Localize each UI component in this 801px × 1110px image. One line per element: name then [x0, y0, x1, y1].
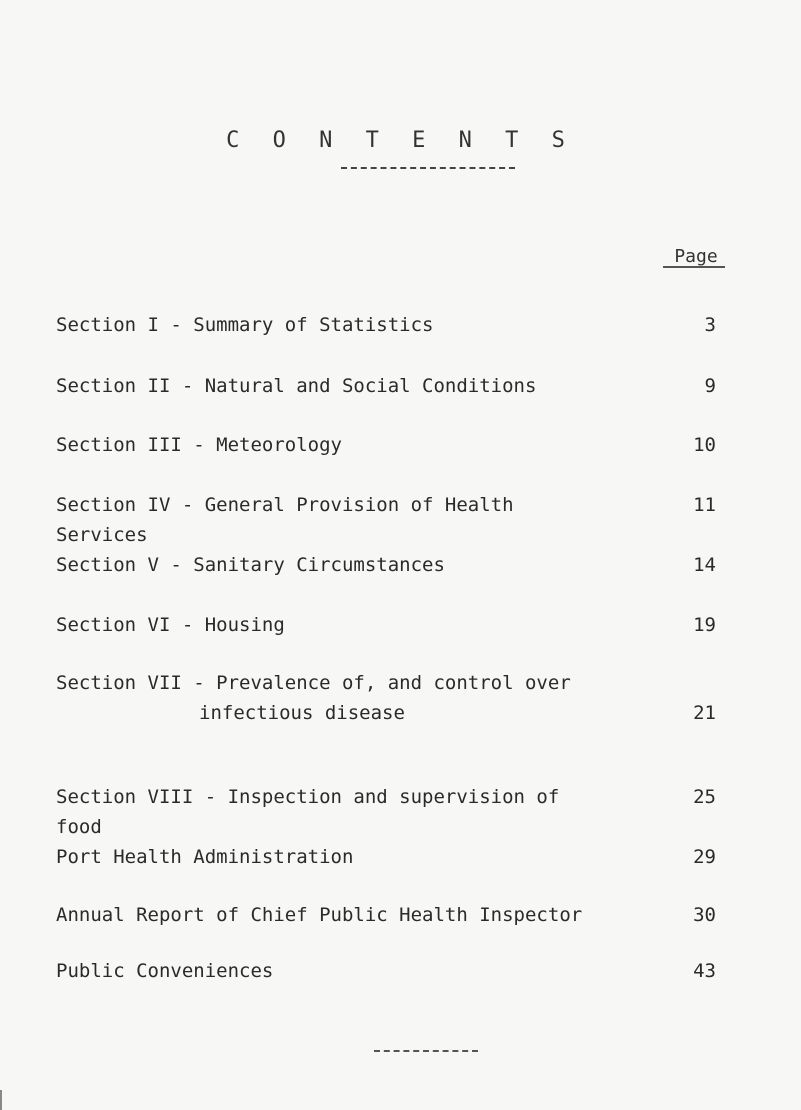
contents-entry — [56, 371, 716, 401]
entry-text-continuation: infectious disease — [199, 702, 405, 724]
entry-page: 19 — [693, 614, 716, 636]
entry-page: 10 — [693, 434, 716, 456]
title-underline — [341, 167, 515, 169]
entry-text: Section VII - Prevalence of, and control over — [56, 672, 571, 694]
contents-entry — [56, 490, 716, 550]
contents-entry — [56, 956, 716, 986]
contents-entry — [56, 550, 716, 580]
entry-text: Section VI - Housing — [56, 614, 285, 636]
contents-entry — [56, 782, 716, 842]
entry-text: Section VIII - Inspection and supervision of food — [56, 786, 560, 838]
entry-text: Section III - Meteorology — [56, 434, 342, 456]
contents-entry — [56, 842, 716, 872]
page-edge-mark — [0, 1090, 2, 1110]
entry-text: Annual Report of Chief Public Health Inspector — [56, 904, 583, 926]
entry-page: 30 — [693, 904, 716, 926]
page-title: C O N T E N T S — [226, 128, 575, 153]
entry-page: 9 — [704, 375, 716, 397]
entry-text: Section IV - General Provision of Health Services — [56, 494, 514, 546]
contents-entry — [56, 668, 716, 728]
contents-entry — [56, 310, 716, 340]
contents-entry — [56, 430, 716, 460]
entry-page: 21 — [693, 702, 716, 724]
entry-text: Section V - Sanitary Circumstances — [56, 554, 445, 576]
entry-text: Section II - Natural and Social Conditions — [56, 375, 537, 397]
page-heading-underline — [663, 266, 725, 268]
entry-page: 43 — [693, 960, 716, 982]
page-column-heading: Page — [674, 246, 718, 267]
entry-page: 25 — [693, 786, 716, 808]
entry-text: Section I - Summary of Statistics — [56, 314, 434, 336]
entry-page: 14 — [693, 554, 716, 576]
entry-text: Port Health Administration — [56, 846, 354, 868]
entry-page: 11 — [693, 494, 716, 516]
contents-entry — [56, 900, 716, 930]
entry-page: 29 — [693, 846, 716, 868]
entry-page: 3 — [704, 314, 716, 336]
bottom-divider — [374, 1050, 478, 1052]
contents-entry — [56, 610, 716, 640]
entry-text: Public Conveniences — [56, 960, 274, 982]
